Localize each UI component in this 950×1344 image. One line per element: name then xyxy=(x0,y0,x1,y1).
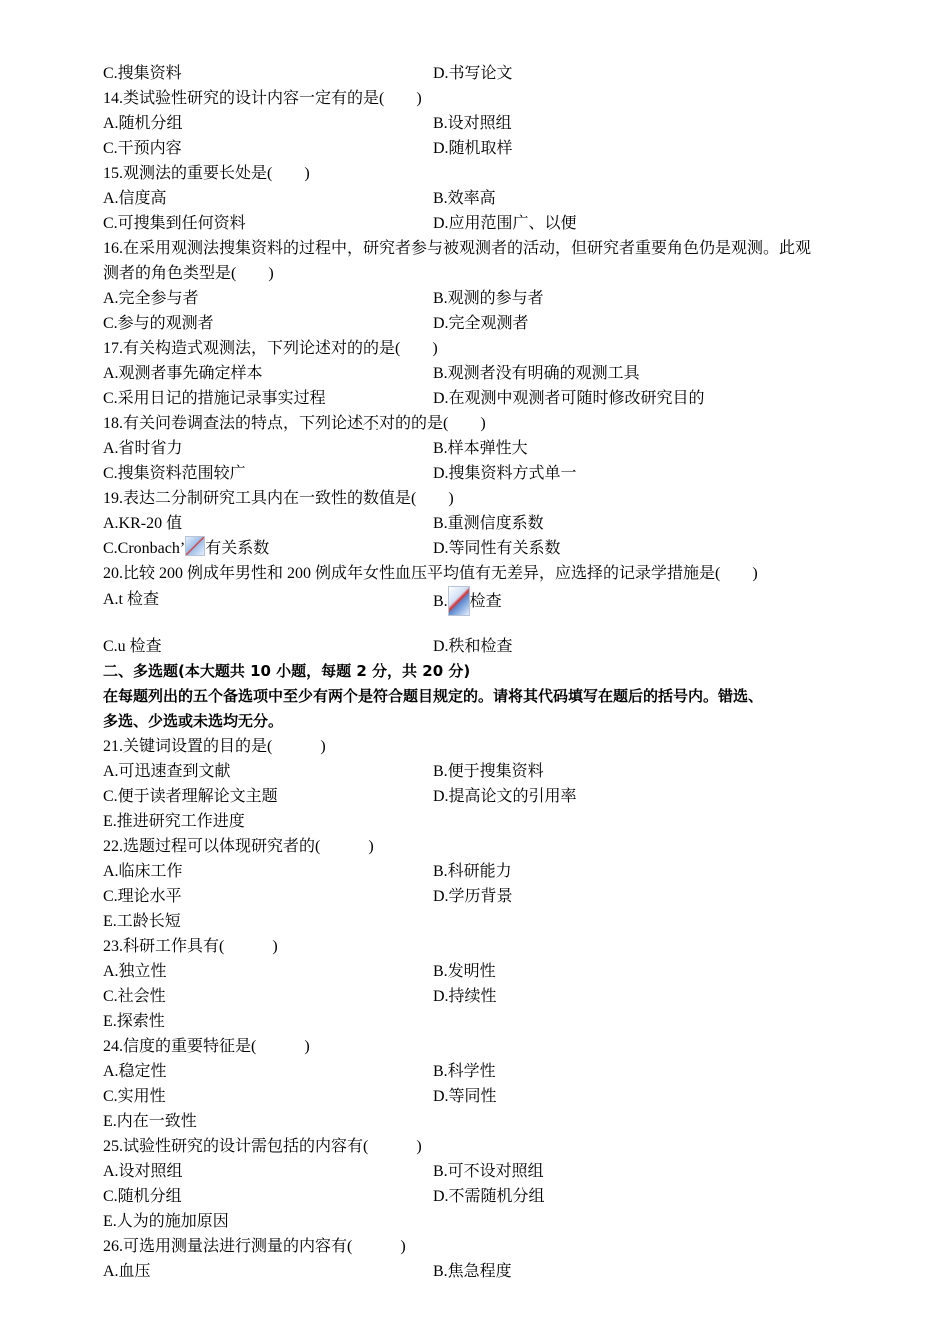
q18-option-a: A.省时省力 xyxy=(103,440,183,457)
q17-stem: 17.有关构造式观测法，下列论述对的的是( ) xyxy=(103,340,438,357)
q24-option-d: D.等同性 xyxy=(433,1088,497,1105)
q13-options-cd xyxy=(103,61,863,86)
q24-option-a: A.稳定性 xyxy=(103,1063,167,1080)
q19-option-b: B.重测信度系数 xyxy=(433,515,544,532)
q21-stem: 21.关键词设置的目的是( ) xyxy=(103,738,326,755)
q24-options-cd xyxy=(103,1084,863,1109)
q22-stem: 22.选题过程可以体现研究者的( ) xyxy=(103,838,374,855)
q23-option-e: E.探索性 xyxy=(103,1013,165,1030)
q17-options-ab xyxy=(103,361,863,386)
q18-stem xyxy=(103,411,486,436)
q25-stem-row xyxy=(103,1134,863,1159)
q17-stem-row xyxy=(103,336,863,361)
q14-option-a: A.随机分组 xyxy=(103,115,183,132)
q16-option-a: A.完全参与者 xyxy=(103,290,199,307)
q20-option-c: C.u 检查 xyxy=(103,638,162,655)
q21-option-d: D.提高论文的引用率 xyxy=(433,788,577,805)
q24-options-ab xyxy=(103,1059,863,1084)
exam-page xyxy=(103,61,863,1284)
q16-stem-line2: 测者的角色类型是( ) xyxy=(103,265,274,282)
q14-stem-row xyxy=(103,86,863,111)
q17-option-a: A.观测者事先确定样本 xyxy=(103,365,263,382)
q16-stem-line1: 16.在采用观测法搜集资料的过程中，研究者参与被观测者的活动，但研究者重要角色仍是观测。此观 xyxy=(103,240,812,257)
q18-option-b: B.样本弹性大 xyxy=(433,440,528,457)
q23-option-c: C.社会性 xyxy=(103,988,166,1005)
q16-option-d: D.完全观测者 xyxy=(433,315,529,332)
q18-stem-pre: 18.有关问卷调查法的特点，下列论述 xyxy=(103,415,364,432)
q13-option-c: C.搜集资料 xyxy=(103,65,182,82)
q22-option-a: A.临床工作 xyxy=(103,863,183,880)
q16-stem-row1 xyxy=(103,236,863,261)
q23-options-cd xyxy=(103,984,863,1009)
q15-stem-row xyxy=(103,161,863,186)
q26-stem-row xyxy=(103,1234,863,1259)
q20-option-b-pre: B. xyxy=(433,593,448,610)
q20-option-b-post: 检查 xyxy=(469,593,502,610)
q22-option-c: C.理论水平 xyxy=(103,888,182,905)
q21-options-cd xyxy=(103,784,863,809)
q23-stem-row xyxy=(103,934,863,959)
q14-option-c: C.干预内容 xyxy=(103,140,182,157)
q25-options-ab xyxy=(103,1159,863,1184)
q24-stem: 24.信度的重要特征是( ) xyxy=(103,1038,310,1055)
spacer xyxy=(103,618,863,634)
broken-image-icon xyxy=(185,536,205,556)
q19-options-ab xyxy=(103,511,863,536)
q21-option-a: A.可迅速查到文献 xyxy=(103,763,231,780)
q15-options-ab xyxy=(103,186,863,211)
q18-option-c: C.搜集资料范围较广 xyxy=(103,465,246,482)
q15-stem: 15.观测法的重要长处是( ) xyxy=(103,165,310,182)
q19-stem: 19.表达二分制研究工具内在一致性的数值是( ) xyxy=(103,490,454,507)
q25-options-e xyxy=(103,1209,863,1234)
q23-stem: 23.科研工作具有( ) xyxy=(103,938,278,955)
q18-stem-post: 的是( ) xyxy=(411,415,486,432)
q26-option-b: B.焦急程度 xyxy=(433,1263,512,1280)
q21-stem-row xyxy=(103,734,863,759)
q17-option-b: B.观测者没有明确的观测工具 xyxy=(433,365,640,382)
q15-option-a: A.信度高 xyxy=(103,190,167,207)
q21-options-e xyxy=(103,809,863,834)
q23-option-b: B.发明性 xyxy=(433,963,496,980)
q23-option-d: D.持续性 xyxy=(433,988,497,1005)
q14-option-b: B.设对照组 xyxy=(433,115,512,132)
q22-options-ab xyxy=(103,859,863,884)
q15-options-cd xyxy=(103,211,863,236)
q22-option-d: D.学历背景 xyxy=(433,888,513,905)
q16-stem-row2 xyxy=(103,261,863,286)
broken-image-icon xyxy=(448,586,470,616)
q26-stem: 26.可选用测量法进行测量的内容有( ) xyxy=(103,1238,406,1255)
q25-option-a: A.设对照组 xyxy=(103,1163,183,1180)
q19-option-c-post: 有关系数 xyxy=(205,540,270,557)
q22-options-cd xyxy=(103,884,863,909)
q21-options-ab xyxy=(103,759,863,784)
q18-stem-row xyxy=(103,411,863,436)
q20-options-ab xyxy=(103,586,863,618)
q24-stem-row xyxy=(103,1034,863,1059)
q16-options-ab xyxy=(103,286,863,311)
q20-stem-row xyxy=(103,561,863,586)
section2-instr-row1 xyxy=(103,684,863,709)
q22-option-b: B.科研能力 xyxy=(433,863,512,880)
q20-options-cd xyxy=(103,634,863,659)
q18-options-ab xyxy=(103,436,863,461)
q18-options-cd xyxy=(103,461,863,486)
q19-stem-row xyxy=(103,486,863,511)
q22-option-e: E.工龄长短 xyxy=(103,913,181,930)
q18-option-d: D.搜集资料方式单一 xyxy=(433,465,577,482)
q22-stem-row xyxy=(103,834,863,859)
q16-option-b: B.观测的参与者 xyxy=(433,290,544,307)
q19-option-a: A.KR-20 值 xyxy=(103,515,183,532)
q25-options-cd xyxy=(103,1184,863,1209)
q14-option-d: D.随机取样 xyxy=(433,140,513,157)
q20-option-b xyxy=(433,586,502,616)
section2-title: 二、多选题(本大题共 10 小题，每题 2 分，共 20 分) xyxy=(103,662,471,680)
q23-option-a: A.独立性 xyxy=(103,963,167,980)
q25-option-e: E.人为的施加原因 xyxy=(103,1213,229,1230)
q25-option-c: C.随机分组 xyxy=(103,1188,182,1205)
q25-option-b: B.可不设对照组 xyxy=(433,1163,544,1180)
q17-options-cd xyxy=(103,386,863,411)
q24-option-c: C.实用性 xyxy=(103,1088,166,1105)
q18-stem-emphasis: 不对的 · · · xyxy=(363,415,411,432)
q14-options-cd xyxy=(103,136,863,161)
q24-option-b: B.科学性 xyxy=(433,1063,496,1080)
q15-option-c: C.可搜集到任何资料 xyxy=(103,215,246,232)
q25-stem: 25.试验性研究的设计需包括的内容有( ) xyxy=(103,1138,422,1155)
q15-option-b: B.效率高 xyxy=(433,190,496,207)
q23-options-ab xyxy=(103,959,863,984)
q17-option-c: C.采用日记的措施记录事实过程 xyxy=(103,390,326,407)
section2-instr-row2 xyxy=(103,709,863,734)
q24-option-e: E.内在一致性 xyxy=(103,1113,197,1130)
section2-instructions-line1: 在每题列出的五个备选项中至少有两个是符合题目规定的。请将其代码填写在题后的括号内。错选、 xyxy=(103,687,764,705)
q21-option-c: C.便于读者理解论文主题 xyxy=(103,788,278,805)
q23-options-e xyxy=(103,1009,863,1034)
section2-instructions-line2: 多选、少选或未选均无分。 xyxy=(103,712,284,730)
q21-option-e: E.推进研究工作进度 xyxy=(103,813,245,830)
q19-options-cd xyxy=(103,536,863,561)
q25-option-d: D.不需随机分组 xyxy=(433,1188,545,1205)
q20-option-a: A.t 检查 xyxy=(103,591,160,608)
q22-options-e xyxy=(103,909,863,934)
q26-options-ab xyxy=(103,1259,863,1284)
q16-option-c: C.参与的观测者 xyxy=(103,315,214,332)
q20-option-d: D.秩和检查 xyxy=(433,638,513,655)
q14-options-ab xyxy=(103,111,863,136)
q17-option-d: D.在观测中观测者可随时修改研究目的 xyxy=(433,390,705,407)
q20-stem: 20.比较 200 例成年男性和 200 例成年女性血压平均值有无差异，应选择的记录学措施是( ) xyxy=(103,565,758,582)
q19-option-d: D.等同性有关系数 xyxy=(433,540,561,557)
section2-title-row xyxy=(103,659,863,684)
q19-option-c xyxy=(103,536,269,561)
q24-options-e xyxy=(103,1109,863,1134)
q13-option-d: D.书写论文 xyxy=(433,65,513,82)
q15-option-d: D.应用范围广、以便 xyxy=(433,215,577,232)
q16-options-cd xyxy=(103,311,863,336)
q26-option-a: A.血压 xyxy=(103,1263,151,1280)
q21-option-b: B.便于搜集资料 xyxy=(433,763,544,780)
q19-option-c-pre: C.Cronbach’ xyxy=(103,540,186,557)
q14-stem: 14.类试验性研究的设计内容一定有的是( ) xyxy=(103,90,422,107)
